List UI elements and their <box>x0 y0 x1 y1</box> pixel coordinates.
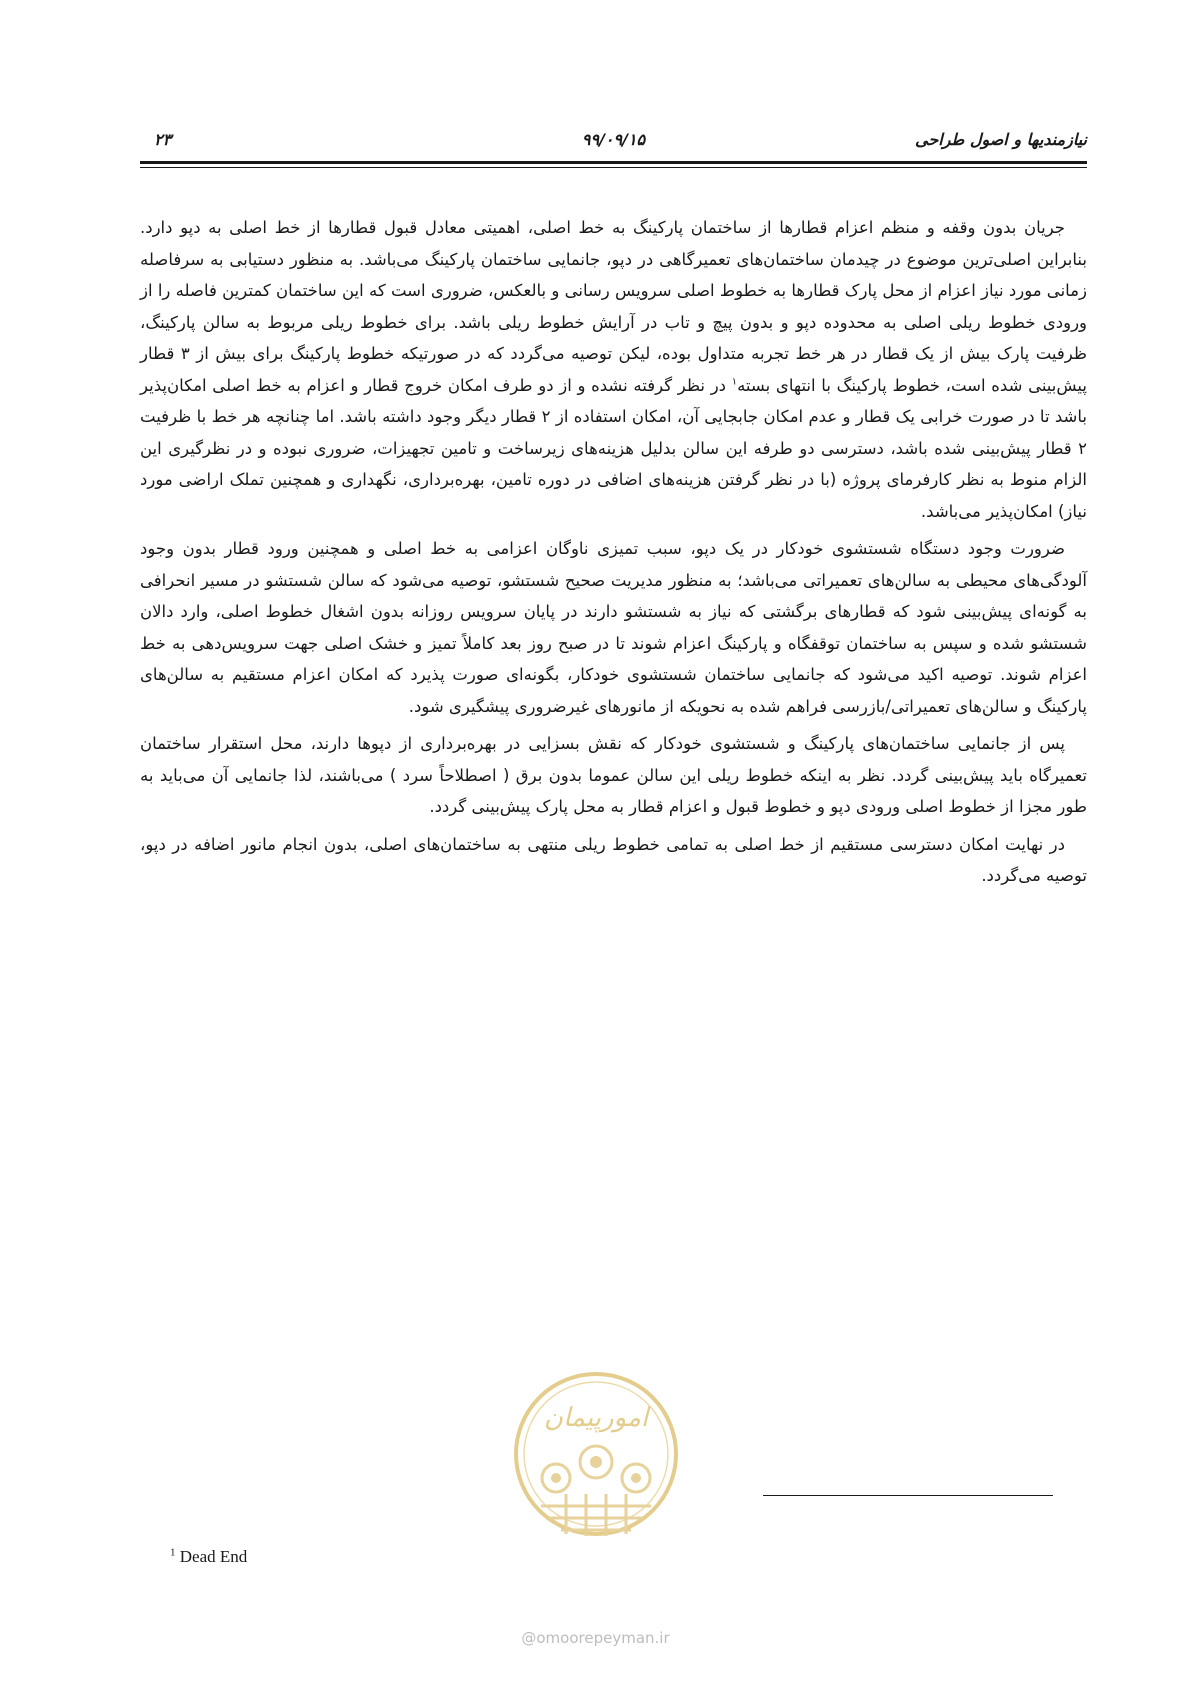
footnote-marker: ۱ <box>731 376 738 387</box>
header-date: ۹۹/۰۹/۱۵ <box>581 130 646 149</box>
footnote-number: 1 <box>170 1546 176 1559</box>
header-title: نیازمندیها و اصول طراحی <box>915 130 1087 149</box>
watermark-text: @omoorepeyman.ir <box>521 1629 670 1647</box>
header-rule-thin <box>140 167 1087 168</box>
paragraph-2: ضرورت وجود دستگاه شستشوی خودکار در یک دپو، سبب تمیزی ناوگان اعزامی به خط اصلی و همچنین ورود قطار بدون وجود آلودگی‌های محیطی به سالن‌های تعمیراتی می‌باشد؛ به منظور مدیریت صحیح شستشو، توصیه می‌شود که سالن شستشو در مسیر انحرافی به گونه‌ای پیش‌بینی شود که قطارهای برگشتی که نیاز به شستشو دارند در پایان سرویس روزانه بدون اشغال خطوط اصلی، وارد دالان شستشو شده و سپس به ساختمان توقفگاه و پارکینگ اعزام شوند تا در صبح روز بعد کاملاً تمیز و خشک اصلی جهت سرویس‌دهی به خط اعزام شوند. توصیه اکید می‌شود که جانمایی ساختمان شستشوی خودکار، بگونه‌ای صورت پذیرد که امکان اعزام مستقیم به سالن‌های پارکینگ و سالن‌های تعمیراتی/بازرسی فراهم شده به نحویکه از مانورهای غیرضروری پیشگیری شود. <box>140 539 1087 716</box>
footnote-text: Dead End <box>179 1547 248 1566</box>
paragraph-1-part-2: در نظر گرفته نشده و از دو طرف امکان خروج قطار و اعزام به خط اصلی امکان‌پذیر باشد تا در صورت خرابی یک قطار و عدم امکان جابجایی آن، امکان استفاده از ۲ قطار دیگر وجود داشته باشد. اما چنانچه هر خط با ظرفیت ۲ قطار پیش‌بینی شده باشد، دسترسی دو طرفه این سالن بدلیل هزینه‌های زیرساخت و تامین تجهیزات، ضروری نبوده و در نظرگیری این الزام منوط به نظر کارفرمای پروژه (با در نظر گرفتن هزینه‌های اضافی در دوره تامین، بهره‌برداری، نگهداری و همچنین تملک اراضی مورد نیاز) امکان‌پذیر می‌باشد. <box>140 375 1087 521</box>
paragraph-1 <box>140 212 1087 527</box>
paragraph-4: در نهایت امکان دسترسی مستقیم از خط اصلی به تمامی خطوط ریلی منتهی به ساختمان‌های اصلی، بدون انجام مانور اضافه در دپو، توصیه می‌گردد. <box>140 834 1087 885</box>
page-number: ۲۳ <box>154 130 172 149</box>
footnote <box>170 1547 247 1567</box>
paragraph-1-part-1: جریان بدون وقفه و منظم اعزام قطارها از ساختمان پارکینگ به خط اصلی، اهمیتی معادل قبول قطارها از خط اصلی به دپو دارد. بنابراین اصلی‌ترین موضوع در چیدمان ساختمان‌های تعمیرگاهی در دپو، جانمایی ساختمان پارکینگ می‌باشد. به منظور دستیابی به سرفاصله زمانی مورد نیاز اعزام از محل پارک قطارها به خطوط اصلی سرویس رسانی و بالعکس، ضروری است که این ساختمان کمترین فاصله را از ورودی خطوط ریلی اصلی به محدوده دپو و بدون پیچ و تاب در آرایش خطوط ریلی باشد. برای خطوط ریلی مربوط به سالن پارکینگ، ظرفیت پارک بیش از یک قطار در هر خط تجربه متداول بوده، لیکن توصیه می‌گردد که در صورتیکه خطوط پارکینگ برای بیش از ۳ قطار پیش‌بینی شده است، خطوط پارکینگ با انتهای بسته <box>140 218 1087 395</box>
paragraph-3: پس از جانمایی ساختمان‌های پارکینگ و شستشوی خودکار که نقش بسزایی در بهره‌برداری از دپوها دارند، محل استقرار ساختمان تعمیرگاه باید پیش‌بینی گردد. نظر به اینکه خطوط ریلی این سالن عموما بدون برق ( اصطلاحاً سرد ) می‌باشند، لذا جانمایی آن می‌باید به طور مجزا از خطوط اصلی ورودی دپو و خطوط قبول و اعزام قطار به محل پارک پیش‌بینی گردد. <box>140 734 1087 816</box>
header-rule-thick <box>140 161 1087 164</box>
footnote-separator <box>763 1495 1053 1496</box>
page-header <box>140 126 1087 154</box>
seal-text: امورپیمان <box>543 1403 649 1433</box>
seal-logo <box>511 1366 681 1586</box>
body-text <box>140 212 1087 898</box>
